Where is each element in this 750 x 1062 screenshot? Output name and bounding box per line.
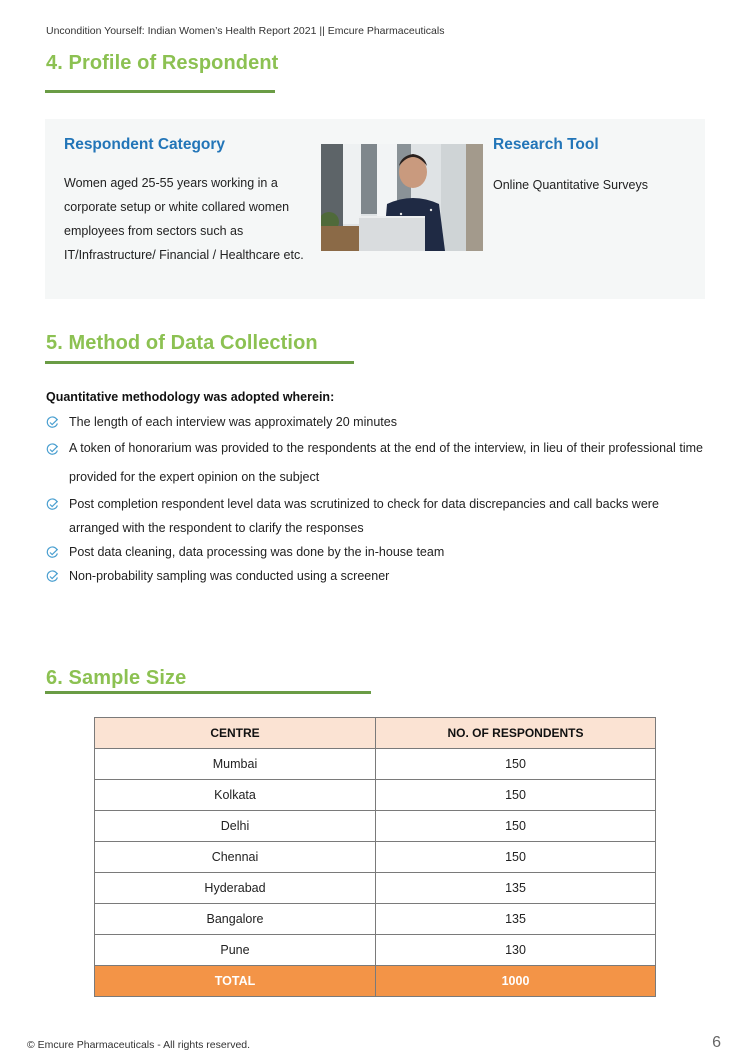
check-circle-icon: [46, 546, 59, 559]
section-title-profile: 4. Profile of Respondent: [46, 52, 279, 74]
text-line: Women aged 25-55 years working in a: [64, 176, 278, 190]
text-line: corporate setup or white collared women: [64, 200, 290, 214]
section-title-sample-size: 6. Sample Size: [46, 667, 187, 689]
respondents-cell: 150: [376, 842, 656, 873]
respondents-cell: 150: [376, 811, 656, 842]
respondents-cell: 135: [376, 873, 656, 904]
centre-cell: Pune: [95, 935, 376, 966]
table-total-row: [95, 966, 656, 997]
respondents-cell: 150: [376, 749, 656, 780]
sample-size-table: [94, 717, 656, 997]
column-header-respondents: NO. OF RESPONDENTS: [376, 718, 656, 749]
table-row: [95, 749, 656, 780]
check-circle-icon: [46, 443, 59, 456]
bullet-text: A token of honorarium was provided to the respondents at the end of the interview, in lieu of their professional time provided for the expert opinion on the subject: [69, 441, 703, 484]
respondent-photo: [321, 144, 483, 251]
respondents-cell: 135: [376, 904, 656, 935]
section-rule: [45, 361, 354, 364]
respondents-cell: 150: [376, 780, 656, 811]
centre-cell: Hyderabad: [95, 873, 376, 904]
section-rule: [45, 90, 275, 93]
method-intro: Quantitative methodology was adopted wherein:: [46, 390, 335, 404]
running-header: Uncondition Yourself: Indian Women’s Health Report 2021 || Emcure Pharmaceuticals: [46, 25, 445, 37]
page-number: 6: [712, 1034, 721, 1051]
photo-illustration: [321, 144, 483, 251]
section-title-method: 5. Method of Data Collection: [46, 332, 318, 354]
list-item: [46, 434, 703, 492]
research-tool-heading: Research Tool: [493, 136, 599, 153]
text-line: IT/Infrastructure/ Financial / Healthcare etc.: [64, 248, 304, 262]
bullet-text: Post data cleaning, data processing was done by the in-house team: [69, 545, 445, 559]
respondent-category-heading: Respondent Category: [64, 136, 226, 153]
check-circle-icon: [46, 570, 59, 583]
research-tool-text: Online Quantitative Surveys: [493, 178, 648, 192]
respondent-category-text: [64, 171, 324, 267]
list-item: [46, 492, 703, 540]
table-row: [95, 904, 656, 935]
total-label-cell: TOTAL: [95, 966, 376, 997]
table-header-row: [95, 718, 656, 749]
table-row: [95, 780, 656, 811]
table-row: [95, 842, 656, 873]
table-row: [95, 873, 656, 904]
footer-copyright: © Emcure Pharmaceuticals - All rights reserved.: [27, 1039, 251, 1051]
table-row: [95, 935, 656, 966]
column-header-centre: CENTRE: [95, 718, 376, 749]
centre-cell: Bangalore: [95, 904, 376, 935]
respondents-cell: 130: [376, 935, 656, 966]
section-rule: [45, 691, 371, 694]
method-bullet-list: [46, 410, 703, 588]
bullet-text: Post completion respondent level data was scrutinized to check for data discrepancies and call backs were arranged with the respondent to clarify the responses: [69, 497, 659, 535]
bullet-text: The length of each interview was approximately 20 minutes: [69, 415, 397, 429]
text-line: employees from sectors such as: [64, 224, 244, 238]
centre-cell: Delhi: [95, 811, 376, 842]
bullet-text: Non-probability sampling was conducted using a screener: [69, 569, 390, 583]
check-circle-icon: [46, 498, 59, 511]
total-value-cell: 1000: [376, 966, 656, 997]
check-circle-icon: [46, 416, 59, 429]
list-item: [46, 540, 703, 564]
centre-cell: Chennai: [95, 842, 376, 873]
list-item: [46, 564, 703, 588]
table-row: [95, 811, 656, 842]
centre-cell: Kolkata: [95, 780, 376, 811]
centre-cell: Mumbai: [95, 749, 376, 780]
list-item: [46, 410, 703, 434]
